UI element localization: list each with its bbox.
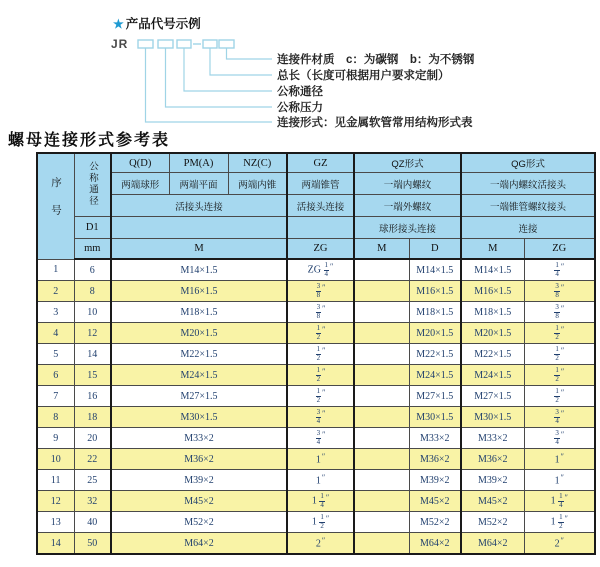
table-row [37, 428, 595, 449]
table-cell: 10 [37, 449, 74, 470]
table-cell: M24×1.5 [409, 365, 461, 386]
table-cell: 2″ [524, 533, 595, 555]
header-row3-qz: 一端外螺纹 [354, 195, 461, 217]
header-unit-qg-zg: ZG [524, 239, 595, 260]
table-cell: 2″ [287, 533, 354, 555]
table-cell: M33×2 [461, 428, 524, 449]
diagram-title-text: 产品代号示例 [125, 17, 201, 31]
table-cell [354, 259, 409, 281]
table-cell: M64×2 [111, 533, 287, 555]
table-cell: M22×1.5 [111, 344, 287, 365]
header-desc-qz: 一端内螺纹 [354, 173, 461, 195]
table-cell: $\frac{1}{4}$ ″ [524, 259, 595, 281]
table-cell: M24×1.5 [111, 365, 287, 386]
table-cell: $\frac{1}{2}$ ″ [524, 386, 595, 407]
table-cell: 9 [37, 428, 74, 449]
table-cell: 20 [74, 428, 111, 449]
table-cell: M30×1.5 [111, 407, 287, 428]
table-row [37, 365, 595, 386]
table-row [37, 302, 595, 323]
table-cell: 1 $\frac{1}{2}$ ″ [287, 512, 354, 533]
header-row4-qz: 球形接头连接 [354, 217, 461, 239]
table-cell: M18×1.5 [461, 302, 524, 323]
table-title: 螺母连接形式参考表 [8, 132, 171, 149]
table-cell [354, 386, 409, 407]
table-cell: ZG $\frac{1}{4}$ ″ [287, 259, 354, 281]
header-unit-zg: ZG [287, 239, 354, 260]
table-cell: 14 [74, 344, 111, 365]
header-mm: mm [74, 239, 111, 260]
header-row4-qg: 连接 [461, 217, 595, 239]
table-cell: 25 [74, 470, 111, 491]
table-cell: M18×1.5 [111, 302, 287, 323]
header-desc-nzc: 两端内锥 [228, 173, 287, 195]
table-cell: M30×1.5 [409, 407, 461, 428]
table-cell: 6 [74, 259, 111, 281]
table-cell: M39×2 [111, 470, 287, 491]
table-cell: 18 [74, 407, 111, 428]
header-row4-blank-qpn [111, 217, 287, 239]
table-cell: M39×2 [409, 470, 461, 491]
table-cell: $\frac{1}{2}$ ″ [287, 365, 354, 386]
table-cell: 1 $\frac{1}{2}$ ″ [524, 512, 595, 533]
header-code-gz: GZ [287, 153, 354, 173]
header-desc-qd: 两端球形 [111, 173, 169, 195]
table-cell: 2 [37, 281, 74, 302]
header-desc-qg: 一端内螺纹活接头 [461, 173, 595, 195]
table-cell: 22 [74, 449, 111, 470]
table-cell: M45×2 [409, 491, 461, 512]
table-cell: M24×1.5 [461, 365, 524, 386]
table-row [37, 344, 595, 365]
table-cell: M16×1.5 [409, 281, 461, 302]
table-cell: 8 [37, 407, 74, 428]
table-cell: M27×1.5 [409, 386, 461, 407]
table-body [37, 259, 595, 554]
table-cell [354, 302, 409, 323]
code-box-2 [158, 40, 173, 48]
table-cell: 7 [37, 386, 74, 407]
header-d1: D1 [74, 217, 111, 239]
table-cell: 50 [74, 533, 111, 555]
header-unit-m: M [111, 239, 287, 260]
table-cell: 15 [74, 365, 111, 386]
table-cell: 1″ [287, 449, 354, 470]
table-row [37, 281, 595, 302]
product-code-prefix: JR [111, 37, 129, 51]
table-cell: M14×1.5 [409, 259, 461, 281]
table-cell: M45×2 [111, 491, 287, 512]
table-row [37, 491, 595, 512]
table-cell: M36×2 [461, 449, 524, 470]
table-cell: M22×1.5 [461, 344, 524, 365]
table-cell: M36×2 [409, 449, 461, 470]
header-desc-gz: 两端锥管 [287, 173, 354, 195]
star-icon: ★ [113, 17, 124, 31]
table-cell: $\frac{3}{4}$ ″ [524, 407, 595, 428]
table-row [37, 533, 595, 555]
table-cell: M22×1.5 [409, 344, 461, 365]
table-cell: 10 [74, 302, 111, 323]
table-cell: $\frac{3}{4}$ ″ [524, 428, 595, 449]
header-code-pma: PM(A) [169, 153, 228, 173]
table-cell [354, 407, 409, 428]
table-cell: $\frac{3}{8}$ ″ [287, 281, 354, 302]
table-cell: $\frac{3}{8}$ ″ [287, 302, 354, 323]
table-cell: 12 [37, 491, 74, 512]
table-cell [354, 470, 409, 491]
code-box-4 [203, 40, 217, 48]
code-box-3 [177, 40, 191, 48]
table-cell: M20×1.5 [461, 323, 524, 344]
table-row [37, 323, 595, 344]
table-row [37, 407, 595, 428]
table-cell [354, 491, 409, 512]
table-cell [354, 344, 409, 365]
table-cell: $\frac{1}{2}$ ″ [524, 323, 595, 344]
table-cell: 13 [37, 512, 74, 533]
header-code-qz: QZ形式 [354, 153, 461, 173]
leader-lines [146, 48, 273, 122]
table-cell: 1″ [287, 470, 354, 491]
diagram-label-pressure: 公称压力 [277, 102, 323, 114]
header-code-qd: Q(D) [111, 153, 169, 173]
table-cell: 1″ [524, 470, 595, 491]
table-cell: 12 [74, 323, 111, 344]
table-cell: M45×2 [461, 491, 524, 512]
table-cell: M30×1.5 [461, 407, 524, 428]
table-cell: M20×1.5 [111, 323, 287, 344]
header-seq: 序号 [37, 153, 74, 259]
table-cell: M33×2 [409, 428, 461, 449]
table-cell: $\frac{3}{8}$ ″ [524, 281, 595, 302]
table-cell: 1 [37, 259, 74, 281]
header-row3-qpn: 活接头连接 [111, 195, 287, 217]
table-cell: M20×1.5 [409, 323, 461, 344]
header-unit-qz-m: M [354, 239, 409, 260]
code-box-5 [219, 40, 234, 48]
table-cell: $\frac{3}{4}$ ″ [287, 407, 354, 428]
table-cell: 32 [74, 491, 111, 512]
table-cell: M52×2 [461, 512, 524, 533]
table-cell: M52×2 [409, 512, 461, 533]
table-cell: M16×1.5 [461, 281, 524, 302]
table-cell: M27×1.5 [461, 386, 524, 407]
table-row [37, 259, 595, 281]
table-cell: 3 [37, 302, 74, 323]
table-row [37, 449, 595, 470]
table-cell: $\frac{3}{8}$ ″ [524, 302, 595, 323]
header-row4-blank-gz [287, 217, 354, 239]
table-cell: $\frac{1}{2}$ ″ [524, 365, 595, 386]
header-code-nzc: NZ(C) [228, 153, 287, 173]
header-row3-gz: 活接头连接 [287, 195, 354, 217]
table-cell: 16 [74, 386, 111, 407]
table-cell: M36×2 [111, 449, 287, 470]
code-box-1 [138, 40, 153, 48]
table-cell [354, 512, 409, 533]
table-cell: M52×2 [111, 512, 287, 533]
table-cell: M33×2 [111, 428, 287, 449]
table-cell: 1 $\frac{1}{4}$ ″ [287, 491, 354, 512]
table-cell: 11 [37, 470, 74, 491]
table-cell: $\frac{1}{2}$ ″ [287, 323, 354, 344]
table-cell: $\frac{1}{2}$ ″ [524, 344, 595, 365]
table-cell [354, 449, 409, 470]
diagram-label-diameter: 公称通径 [277, 86, 323, 98]
table-cell [354, 365, 409, 386]
header-dn: 公称通径 [74, 153, 111, 217]
table-cell [354, 323, 409, 344]
table-cell: 6 [37, 365, 74, 386]
table-cell: $\frac{1}{2}$ ″ [287, 386, 354, 407]
header-unit-qg-m: M [461, 239, 524, 260]
table-cell [354, 428, 409, 449]
table-cell: M64×2 [409, 533, 461, 555]
table-row [37, 470, 595, 491]
table-row [37, 386, 595, 407]
table-cell: 4 [37, 323, 74, 344]
diagram-label-connection: 连接形式：见金属软管常用结构形式表 [277, 117, 473, 129]
table-cell: 1 $\frac{1}{4}$ ″ [524, 491, 595, 512]
table-cell: 8 [74, 281, 111, 302]
table-cell: M27×1.5 [111, 386, 287, 407]
table-cell: 14 [37, 533, 74, 555]
table-cell: $\frac{3}{4}$ ″ [287, 428, 354, 449]
diagram-label-material: 连接件材质 c：为碳钢 b：为不锈钢 [277, 54, 475, 66]
table-cell: M16×1.5 [111, 281, 287, 302]
table-cell: M14×1.5 [111, 259, 287, 281]
header-code-qg: QG形式 [461, 153, 595, 173]
table-row [37, 512, 595, 533]
table-cell: M64×2 [461, 533, 524, 555]
table-cell: M39×2 [461, 470, 524, 491]
header-row3-qg: 一端锥管螺纹接头 [461, 195, 595, 217]
table-cell [354, 533, 409, 555]
table-cell [354, 281, 409, 302]
header-unit-qz-d: D [409, 239, 461, 260]
table-cell: M14×1.5 [461, 259, 524, 281]
diagram-label-length: 总长（长度可根据用户要求定制） [277, 70, 450, 82]
table-cell: 40 [74, 512, 111, 533]
nut-connection-table [36, 152, 596, 555]
table-cell: $\frac{1}{2}$ ″ [287, 344, 354, 365]
table-cell: 1″ [524, 449, 595, 470]
table-cell: 5 [37, 344, 74, 365]
header-desc-pma: 两端平面 [169, 173, 228, 195]
table-cell: M18×1.5 [409, 302, 461, 323]
